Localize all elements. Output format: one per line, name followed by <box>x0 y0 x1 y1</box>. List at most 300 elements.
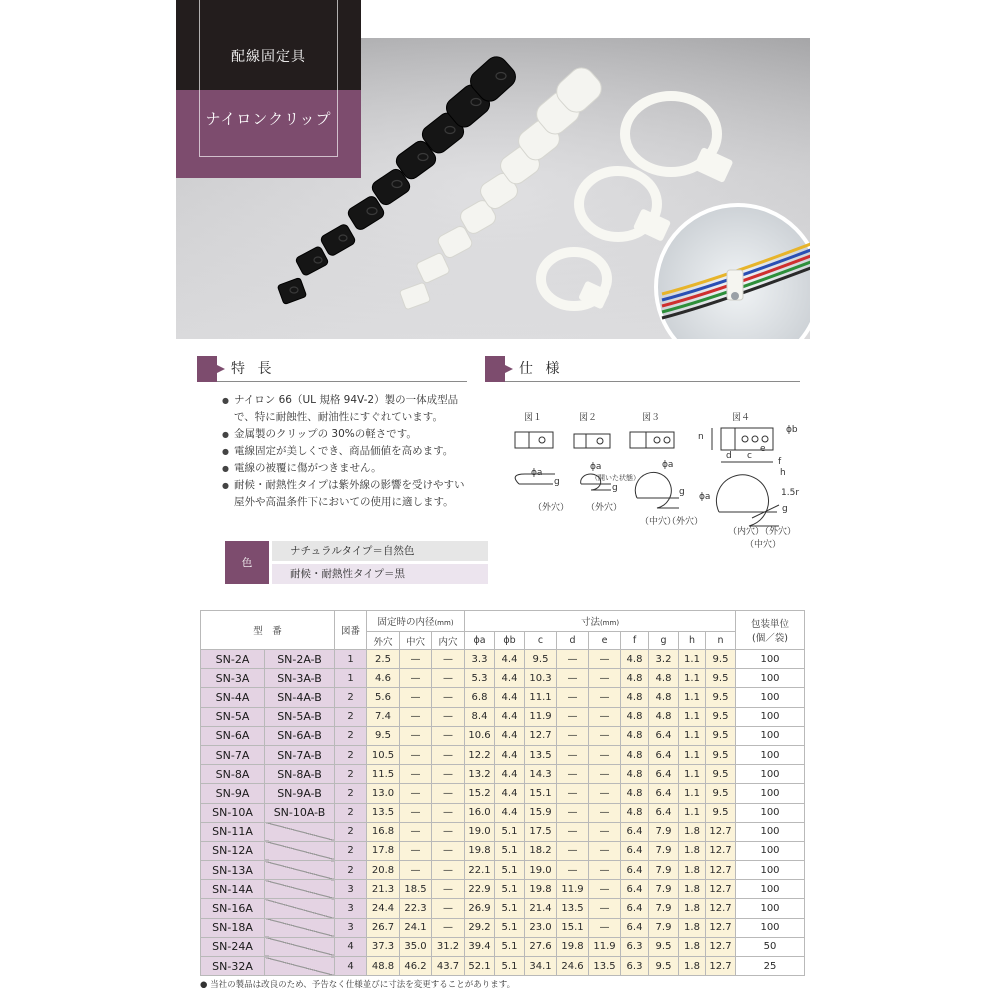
dim-cell-middle: — <box>400 669 432 688</box>
dim-cell-outer: 13.0 <box>367 784 400 803</box>
dim-cell-n: 12.7 <box>706 822 736 841</box>
dim-cell-c: 27.6 <box>525 937 557 956</box>
model-cell: SN-2A <box>201 650 265 669</box>
col-g: g <box>649 632 679 650</box>
col-phia: ϕa <box>465 632 495 650</box>
features-list <box>222 392 472 511</box>
dim-cell-inner: — <box>432 899 465 918</box>
dim-cell-g: 6.4 <box>649 803 679 822</box>
dim-cell-inner: — <box>432 841 465 860</box>
dim-cell-n: 9.5 <box>706 669 736 688</box>
table-row <box>201 765 805 784</box>
model-cell: SN-13A <box>201 861 265 880</box>
dim-cell-c: 11.1 <box>525 688 557 707</box>
dim-cell-d: — <box>557 745 589 764</box>
model-cell: SN-11A <box>201 822 265 841</box>
dim-cell-n: 12.7 <box>706 899 736 918</box>
fig-cell: 3 <box>335 918 367 937</box>
model-cell: SN-16A <box>201 899 265 918</box>
dim-cell-g: 6.4 <box>649 726 679 745</box>
fig4-e: e <box>760 444 766 454</box>
dim-cell-h: 1.1 <box>679 707 706 726</box>
dim-cell-f: 6.4 <box>621 841 649 860</box>
dim-cell-f: 4.8 <box>621 688 649 707</box>
fig-cell: 3 <box>335 899 367 918</box>
dim-cell-outer: 16.8 <box>367 822 400 841</box>
dim-cell-h: 1.8 <box>679 899 706 918</box>
divider <box>217 381 467 382</box>
dim-cell-inner: — <box>432 861 465 880</box>
dim-cell-d: — <box>557 688 589 707</box>
dim-cell-e: — <box>589 707 621 726</box>
table-row <box>201 669 805 688</box>
model-black-cell: SN-8A-B <box>265 765 335 784</box>
dim-cell-a: 6.8 <box>465 688 495 707</box>
dim-cell-f: 4.8 <box>621 726 649 745</box>
col-model: 型 番 <box>201 611 335 650</box>
dim-cell-g: 4.8 <box>649 688 679 707</box>
feature-item: ● 電線の被覆に傷がつきません。 <box>222 460 472 477</box>
col-h: h <box>679 632 706 650</box>
dim-cell-b: 4.4 <box>495 803 525 822</box>
dim-cell-g: 4.8 <box>649 669 679 688</box>
dim-cell-b: 4.4 <box>495 784 525 803</box>
model-black-cell: SN-2A-B <box>265 650 335 669</box>
model-black-empty <box>265 899 335 918</box>
dim-cell-h: 1.1 <box>679 650 706 669</box>
fig-cell: 2 <box>335 726 367 745</box>
fig2-label: 図２ <box>579 413 598 423</box>
dim-cell-inner: — <box>432 822 465 841</box>
product-title: ナイロンクリップ <box>205 110 332 128</box>
dim-cell-g: 6.4 <box>649 745 679 764</box>
dim-cell-d: — <box>557 765 589 784</box>
dim-cell-h: 1.8 <box>679 861 706 880</box>
dim-cell-d: — <box>557 841 589 860</box>
fig-cell: 2 <box>335 861 367 880</box>
model-black-cell: SN-9A-B <box>265 784 335 803</box>
dim-cell-h: 1.1 <box>679 726 706 745</box>
fig2-g: g <box>612 483 618 493</box>
dim-cell-d: — <box>557 822 589 841</box>
pack-label: 包装単位 <box>750 619 789 630</box>
dim-cell-g: 7.9 <box>649 861 679 880</box>
pack-cell: 100 <box>736 880 805 899</box>
dim-cell-e: 13.5 <box>589 957 621 976</box>
dim-cell-e: — <box>589 765 621 784</box>
dim-cell-e: — <box>589 745 621 764</box>
dim-cell-outer: 4.6 <box>367 669 400 688</box>
dim-cell-middle: — <box>400 688 432 707</box>
dim-cell-a: 22.1 <box>465 861 495 880</box>
model-black-empty <box>265 957 335 976</box>
dim-cell-e: — <box>589 669 621 688</box>
dim-cell-inner: — <box>432 803 465 822</box>
dim-cell-n: 9.5 <box>706 803 736 822</box>
fig1-label: 図１ <box>524 413 543 423</box>
dim-cell-g: 7.9 <box>649 822 679 841</box>
dim-cell-a: 3.3 <box>465 650 495 669</box>
dim-cell-b: 5.1 <box>495 880 525 899</box>
dim-cell-inner: — <box>432 669 465 688</box>
dim-cell-e: — <box>589 822 621 841</box>
dim-cell-d: 11.9 <box>557 880 589 899</box>
dim-cell-b: 4.4 <box>495 765 525 784</box>
dim-cell-b: 4.4 <box>495 707 525 726</box>
dim-cell-middle: — <box>400 803 432 822</box>
color-label: 色 <box>225 541 269 584</box>
model-black-cell: SN-10A-B <box>265 803 335 822</box>
dim-cell-middle: — <box>400 745 432 764</box>
model-cell: SN-14A <box>201 880 265 899</box>
dim-cell-a: 52.1 <box>465 957 495 976</box>
dim-cell-inner: — <box>432 707 465 726</box>
model-cell: SN-24A <box>201 937 265 956</box>
dim-cell-c: 18.2 <box>525 841 557 860</box>
dim-cell-b: 5.1 <box>495 822 525 841</box>
dim-cell-inner: 43.7 <box>432 957 465 976</box>
dim-cell-b: 5.1 <box>495 841 525 860</box>
table-row <box>201 688 805 707</box>
fig3-outer: （外穴） <box>667 517 704 527</box>
dim-cell-f: 4.8 <box>621 650 649 669</box>
fig4-n: n <box>698 432 704 442</box>
dim-cell-a: 29.2 <box>465 918 495 937</box>
feature-item: ● 電線固定が美しくでき、商品価値を高めます。 <box>222 443 472 460</box>
fig-cell: 2 <box>335 784 367 803</box>
pack-cell: 100 <box>736 899 805 918</box>
table-row <box>201 726 805 745</box>
dim-cell-b: 4.4 <box>495 669 525 688</box>
dim-cell-middle: 24.1 <box>400 918 432 937</box>
dim-cell-g: 7.9 <box>649 899 679 918</box>
table-row <box>201 784 805 803</box>
dim-cell-inner: 31.2 <box>432 937 465 956</box>
fig4-middle: （中穴） <box>745 540 782 550</box>
fig-cell: 3 <box>335 880 367 899</box>
pack-cell: 100 <box>736 688 805 707</box>
model-cell: SN-10A <box>201 803 265 822</box>
dim-cell-outer: 20.8 <box>367 861 400 880</box>
dim-cell-c: 34.1 <box>525 957 557 976</box>
fig3-phia: ϕa <box>662 460 674 470</box>
dim-cell-g: 7.9 <box>649 918 679 937</box>
dim-cell-n: 12.7 <box>706 861 736 880</box>
dim-cell-outer: 26.7 <box>367 918 400 937</box>
dim-cell-h: 1.8 <box>679 957 706 976</box>
color-weather: 耐候・耐熱性タイプ＝黒 <box>272 564 488 584</box>
dim-cell-b: 5.1 <box>495 861 525 880</box>
fig-cell: 2 <box>335 765 367 784</box>
dim-cell-f: 4.8 <box>621 669 649 688</box>
dim-cell-a: 19.8 <box>465 841 495 860</box>
col-e: e <box>589 632 621 650</box>
dim-cell-n: 9.5 <box>706 726 736 745</box>
dim-cell-f: 6.4 <box>621 918 649 937</box>
dim-cell-a: 39.4 <box>465 937 495 956</box>
col-pack <box>736 611 805 650</box>
dim-cell-middle: 35.0 <box>400 937 432 956</box>
dims-unit: (mm) <box>599 619 620 627</box>
dim-cell-f: 6.3 <box>621 957 649 976</box>
footnote: ● 当社の製品は改良のため、予告なく仕様並びに寸法を変更することがあります。 <box>200 980 516 990</box>
dim-cell-a: 22.9 <box>465 880 495 899</box>
pack-cell: 100 <box>736 841 805 860</box>
model-cell: SN-6A <box>201 726 265 745</box>
dim-cell-n: 12.7 <box>706 937 736 956</box>
dim-cell-inner: — <box>432 688 465 707</box>
fig2-outer: （外穴） <box>586 503 623 513</box>
col-outer: 外穴 <box>367 632 400 650</box>
section-marker <box>485 356 505 382</box>
dim-cell-f: 6.4 <box>621 822 649 841</box>
pack-cell: 100 <box>736 726 805 745</box>
dim-cell-g: 7.9 <box>649 880 679 899</box>
dim-cell-outer: 48.8 <box>367 957 400 976</box>
dim-cell-middle: — <box>400 707 432 726</box>
model-black-empty <box>265 918 335 937</box>
dim-cell-h: 1.8 <box>679 918 706 937</box>
dim-cell-c: 17.5 <box>525 822 557 841</box>
fig-cell: 1 <box>335 669 367 688</box>
fig3-label: 図３ <box>642 413 661 423</box>
fig4-phib: ϕb <box>786 425 798 435</box>
dim-cell-middle: — <box>400 822 432 841</box>
dim-cell-inner: — <box>432 765 465 784</box>
dim-cell-h: 1.8 <box>679 841 706 860</box>
fig4-inner: （内穴） <box>728 527 765 537</box>
pack-cell: 100 <box>736 784 805 803</box>
fig-cell: 2 <box>335 841 367 860</box>
dim-cell-d: — <box>557 803 589 822</box>
pack-cell: 100 <box>736 707 805 726</box>
fig3-middle: （中穴） <box>640 517 677 527</box>
dim-cell-c: 15.1 <box>525 784 557 803</box>
dim-cell-middle: 18.5 <box>400 880 432 899</box>
dim-cell-e: — <box>589 784 621 803</box>
features-title: 特 長 <box>231 361 276 377</box>
table-row <box>201 861 805 880</box>
fig-cell: 2 <box>335 707 367 726</box>
color-natural: ナチュラルタイプ＝自然色 <box>272 541 488 561</box>
dim-cell-f: 6.4 <box>621 880 649 899</box>
dim-cell-n: 9.5 <box>706 707 736 726</box>
col-fig: 図番 <box>335 611 367 650</box>
fig4-phia: ϕa <box>699 492 711 502</box>
pack-cell: 50 <box>736 937 805 956</box>
dim-cell-inner: — <box>432 726 465 745</box>
dim-cell-outer: 17.8 <box>367 841 400 860</box>
dim-cell-c: 15.9 <box>525 803 557 822</box>
model-cell: SN-4A <box>201 688 265 707</box>
dim-cell-middle: — <box>400 841 432 860</box>
dim-cell-outer: 21.3 <box>367 880 400 899</box>
dim-cell-inner: — <box>432 650 465 669</box>
dim-cell-c: 11.9 <box>525 707 557 726</box>
table-row <box>201 937 805 956</box>
fig1-outer: （外穴） <box>533 503 570 513</box>
dim-cell-d: 24.6 <box>557 957 589 976</box>
dim-cell-n: 12.7 <box>706 841 736 860</box>
model-black-empty <box>265 841 335 860</box>
dim-cell-n: 9.5 <box>706 650 736 669</box>
feature-item: ● 金属製のクリップの 30%の軽さです。 <box>222 426 472 443</box>
pack-cell: 25 <box>736 957 805 976</box>
table-row <box>201 803 805 822</box>
dim-cell-c: 21.4 <box>525 899 557 918</box>
fig4-h: h <box>780 468 786 478</box>
dim-cell-outer: 11.5 <box>367 765 400 784</box>
pack-cell: 100 <box>736 803 805 822</box>
dim-cell-a: 16.0 <box>465 803 495 822</box>
dim-cell-b: 4.4 <box>495 650 525 669</box>
model-black-empty <box>265 880 335 899</box>
dim-cell-a: 13.2 <box>465 765 495 784</box>
dim-cell-n: 9.5 <box>706 784 736 803</box>
model-black-cell: SN-5A-B <box>265 707 335 726</box>
dim-cell-c: 9.5 <box>525 650 557 669</box>
dim-cell-b: 5.1 <box>495 957 525 976</box>
dim-cell-outer: 37.3 <box>367 937 400 956</box>
fig4-c: c <box>747 451 752 461</box>
dim-cell-d: 13.5 <box>557 899 589 918</box>
dim-cell-f: 4.8 <box>621 803 649 822</box>
fig-cell: 2 <box>335 688 367 707</box>
title-frame <box>199 0 338 157</box>
dim-cell-a: 19.0 <box>465 822 495 841</box>
dim-cell-d: — <box>557 650 589 669</box>
dim-cell-a: 12.2 <box>465 745 495 764</box>
col-n: n <box>706 632 736 650</box>
dim-cell-a: 5.3 <box>465 669 495 688</box>
model-cell: SN-18A <box>201 918 265 937</box>
model-black-empty <box>265 937 335 956</box>
dim-cell-n: 12.7 <box>706 918 736 937</box>
fig-cell: 1 <box>335 650 367 669</box>
dim-cell-e: — <box>589 688 621 707</box>
dim-cell-d: — <box>557 726 589 745</box>
fig4-g: g <box>782 504 788 514</box>
dim-cell-g: 6.4 <box>649 765 679 784</box>
fig-cell: 4 <box>335 937 367 956</box>
fig-cell: 2 <box>335 803 367 822</box>
model-cell: SN-9A <box>201 784 265 803</box>
dims-label: 寸法 <box>580 617 600 628</box>
dim-cell-outer: 7.4 <box>367 707 400 726</box>
dim-cell-b: 5.1 <box>495 937 525 956</box>
col-middle: 中穴 <box>400 632 432 650</box>
dim-cell-e: — <box>589 918 621 937</box>
features-header <box>197 356 467 382</box>
dim-cell-c: 19.0 <box>525 861 557 880</box>
dim-cell-a: 15.2 <box>465 784 495 803</box>
section-marker <box>197 356 217 382</box>
dim-cell-h: 1.1 <box>679 745 706 764</box>
fig4-d: d <box>726 451 732 461</box>
dim-cell-e: 11.9 <box>589 937 621 956</box>
dim-cell-outer: 13.5 <box>367 803 400 822</box>
pack-cell: 100 <box>736 861 805 880</box>
dim-cell-n: 12.7 <box>706 880 736 899</box>
dim-cell-d: 15.1 <box>557 918 589 937</box>
dim-cell-a: 10.6 <box>465 726 495 745</box>
table-row <box>201 707 805 726</box>
pack-cell: 100 <box>736 745 805 764</box>
dim-cell-h: 1.1 <box>679 688 706 707</box>
dim-cell-f: 4.8 <box>621 765 649 784</box>
dim-cell-c: 14.3 <box>525 765 557 784</box>
dim-cell-b: 4.4 <box>495 745 525 764</box>
model-black-cell: SN-3A-B <box>265 669 335 688</box>
dim-cell-d: — <box>557 669 589 688</box>
dim-cell-middle: — <box>400 726 432 745</box>
dim-cell-c: 13.5 <box>525 745 557 764</box>
feature-item: ● ナイロン 66（UL 規格 94V-2）製の一体成型品で、特に耐蝕性、耐油性にすぐれています。 <box>222 392 472 426</box>
dim-cell-d: 19.8 <box>557 937 589 956</box>
dim-cell-g: 3.2 <box>649 650 679 669</box>
fig4-outer: （外穴） <box>760 527 797 537</box>
dim-cell-g: 9.5 <box>649 937 679 956</box>
col-dims <box>465 611 736 632</box>
dim-cell-c: 23.0 <box>525 918 557 937</box>
dim-cell-e: — <box>589 803 621 822</box>
col-inner-dia <box>367 611 465 632</box>
model-cell: SN-5A <box>201 707 265 726</box>
dim-cell-middle: — <box>400 765 432 784</box>
spec-title: 仕 様 <box>519 361 564 377</box>
dim-cell-outer: 9.5 <box>367 726 400 745</box>
dim-cell-h: 1.1 <box>679 803 706 822</box>
dim-cell-outer: 10.5 <box>367 745 400 764</box>
fig1-phia: ϕa <box>531 468 543 478</box>
model-cell: SN-8A <box>201 765 265 784</box>
model-black-cell: SN-6A-B <box>265 726 335 745</box>
dim-cell-n: 12.7 <box>706 957 736 976</box>
dim-cell-inner: — <box>432 880 465 899</box>
model-cell: SN-3A <box>201 669 265 688</box>
dim-cell-middle: — <box>400 784 432 803</box>
dim-cell-a: 8.4 <box>465 707 495 726</box>
inner-dia-label: 固定時の内径 <box>377 617 435 628</box>
table-row <box>201 822 805 841</box>
pack-cell: 100 <box>736 650 805 669</box>
dim-cell-n: 9.5 <box>706 765 736 784</box>
dim-cell-e: — <box>589 880 621 899</box>
pack-cell: 100 <box>736 822 805 841</box>
dim-cell-middle: 22.3 <box>400 899 432 918</box>
table-row <box>201 841 805 860</box>
fig-cell: 4 <box>335 957 367 976</box>
spec-header <box>485 356 805 382</box>
dim-cell-inner: — <box>432 745 465 764</box>
col-c: c <box>525 632 557 650</box>
col-f: f <box>621 632 649 650</box>
dim-cell-e: — <box>589 899 621 918</box>
fig-cell: 2 <box>335 822 367 841</box>
dim-cell-f: 6.4 <box>621 899 649 918</box>
dim-cell-d: — <box>557 861 589 880</box>
dim-cell-h: 1.1 <box>679 669 706 688</box>
inner-dia-unit: (mm) <box>434 619 454 627</box>
dim-cell-n: 9.5 <box>706 688 736 707</box>
dim-cell-e: — <box>589 861 621 880</box>
fig4-f: f <box>778 457 782 467</box>
dim-cell-d: — <box>557 784 589 803</box>
fig1-g: g <box>554 477 560 487</box>
dim-cell-c: 19.8 <box>525 880 557 899</box>
col-phib: ϕb <box>495 632 525 650</box>
dim-cell-inner: — <box>432 918 465 937</box>
